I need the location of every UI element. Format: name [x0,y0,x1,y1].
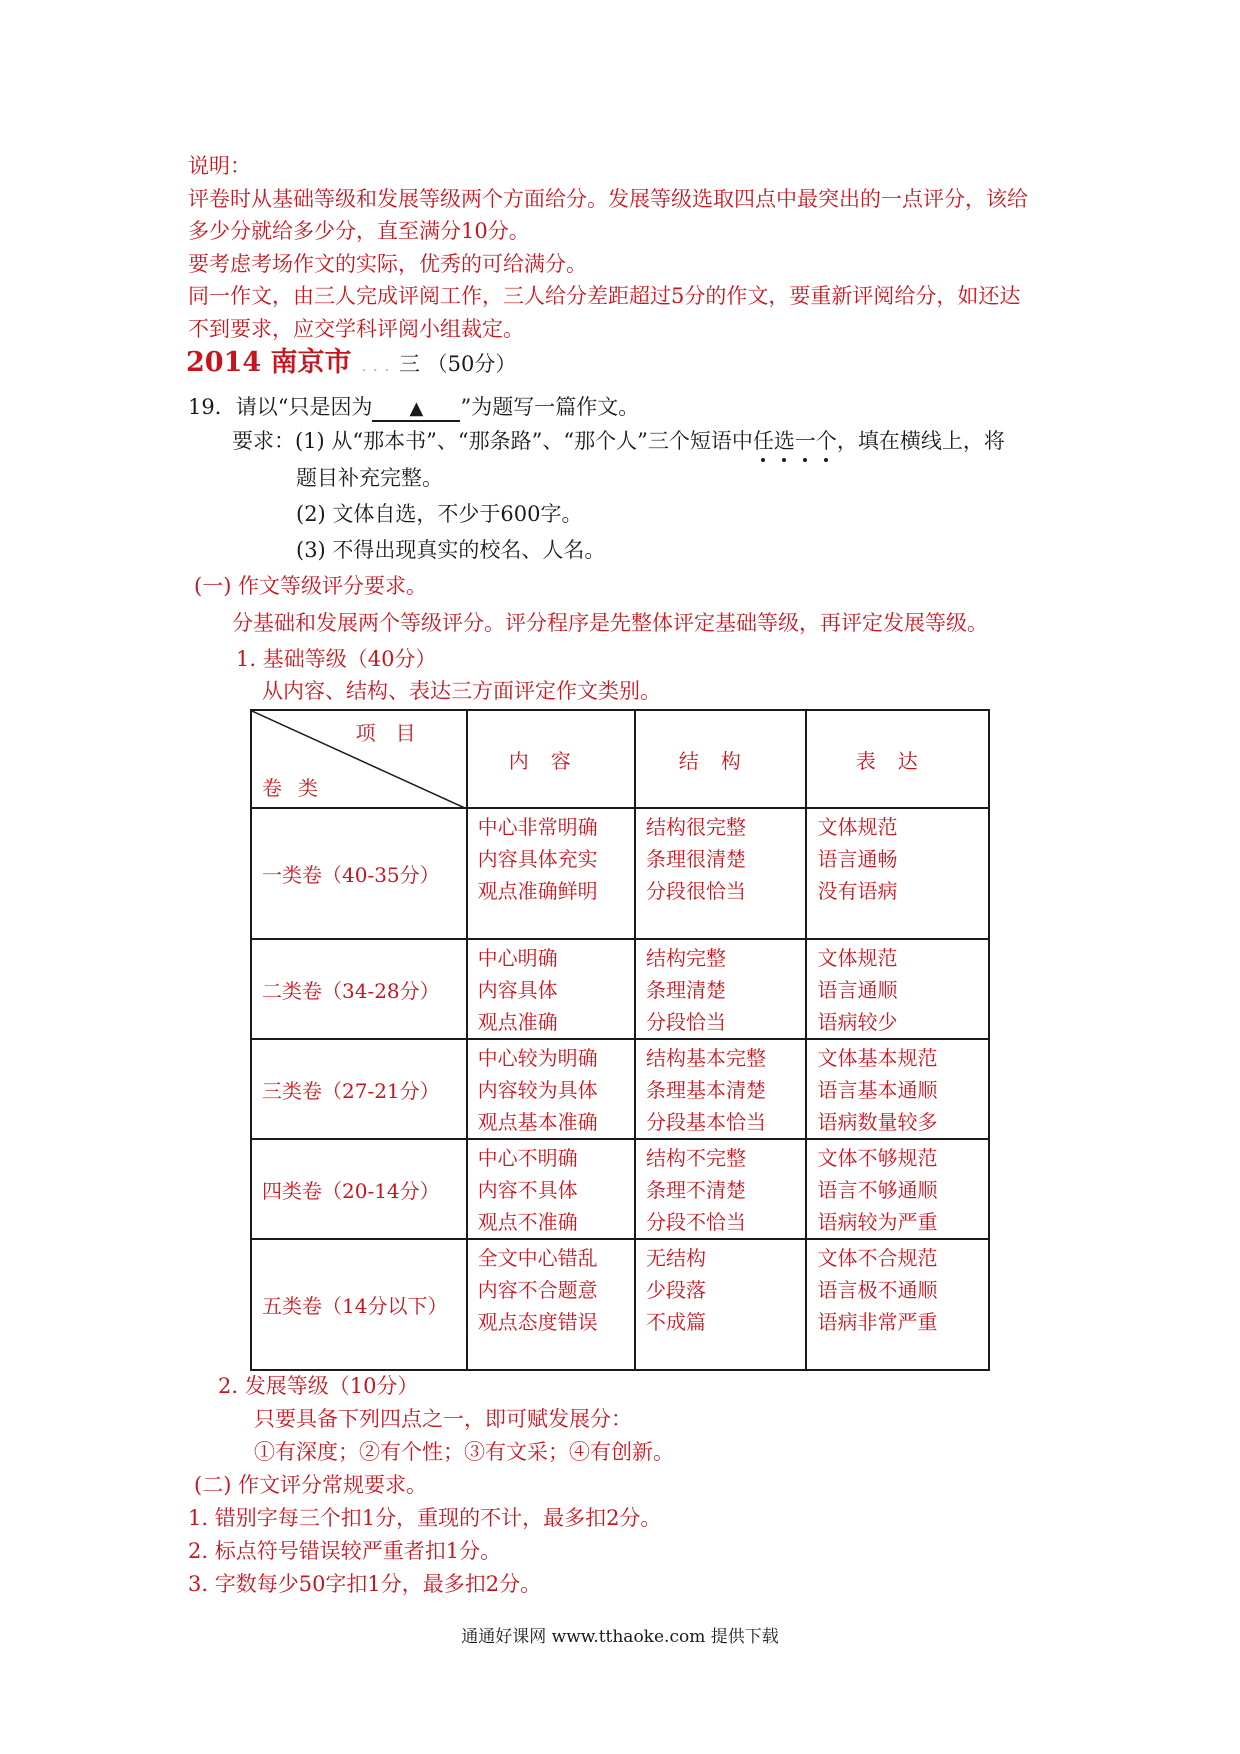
expression-cell: 文体不合规范 语言极不通顺 语病非常严重 [806,1239,989,1370]
header-category-label: 卷类 [262,776,334,800]
diagonal-header-cell [251,710,467,808]
part2-item-2: 2. 标点符号错误较严重者扣1分。 [188,1539,502,1563]
development-heading: 2. 发展等级（10分） [218,1374,419,1398]
category-cell: 四类卷（20-14分） [251,1139,467,1239]
emphasis-dotted-text [753,426,837,456]
structure-cell: 结构完整 条理清楚 分段恰当 [635,939,806,1039]
table-row [251,1039,989,1139]
table-row [251,1239,989,1370]
question-prompt [188,392,639,422]
basic-desc: 从内容、结构、表达三方面评定作文类别。 [262,679,661,703]
section-title-rest: 三 （50分） [398,352,517,376]
expression-cell: 文体规范 语言通顺 语病较少 [806,939,989,1039]
notes-line-1: 评卷时从基础等级和发展等级两个方面给分。发展等级选取四点中最突出的一点评分，该给 [188,187,1028,211]
basic-heading: 1. 基础等级（40分） [236,647,437,671]
part1-intro: 分基础和发展两个等级评分。评分程序是先整体评定基础等级，再评定发展等级。 [232,611,988,635]
grading-table [250,709,990,1371]
category-cell: 二类卷（34-28分） [251,939,467,1039]
table-row [251,939,989,1039]
category-cell: 一类卷（40-35分） [251,808,467,939]
content-cell: 中心非常明确 内容具体充实 观点准确鲜明 [467,808,635,939]
table-row [251,1139,989,1239]
category-cell: 三类卷（27-21分） [251,1039,467,1139]
title-blank [372,398,460,422]
table-row [251,808,989,939]
content-cell: 全文中心错乱 内容不合题意 观点态度错误 [467,1239,635,1370]
requirement-2: (2) 文体自选，不少于600字。 [296,502,583,526]
requirement-3: (3) 不得出现真实的校名、人名。 [296,538,606,562]
notes-line-4: 同一作文，由三人完成评阅工作，三人给分差距超过5分的作文，要重新评阅给分，如还达 [188,284,1021,308]
part2-heading: (二) 作文评分常规要求。 [194,1473,428,1497]
expression-cell: 文体基本规范 语言基本通顺 语病数量较多 [806,1039,989,1139]
content-cell: 中心较为明确 内容较为具体 观点基本准确 [467,1039,635,1139]
structure-cell: 结构不完整 条理不清楚 分段不恰当 [635,1139,806,1239]
req1-before: 要求：(1) 从“那本书”、“那条路”、“那个人”三个短语中 [232,429,753,453]
column-header-content: 内容 [467,710,635,808]
dotted-char: 一 [795,426,816,456]
column-header-expression: 表达 [806,710,989,808]
notes-heading: 说明： [188,154,251,178]
structure-cell: 无结构 少段落 不成篇 [635,1239,806,1370]
content-cell: 中心不明确 内容不具体 观点不准确 [467,1139,635,1239]
blank-mark: ▲ [409,398,424,419]
column-header-structure: 结构 [635,710,806,808]
prompt-after: ”为题写一篇作文。 [460,395,640,419]
expression-cell: 文体不够规范 语言不够通顺 语病较为严重 [806,1139,989,1239]
development-line-2: ①有深度；②有个性；③有文采；④有创新。 [254,1440,674,1464]
header-item-label: 项目 [355,721,436,745]
part2-item-1: 1. 错别字每三个扣1分，重现的不计，最多扣2分。 [188,1506,662,1530]
notes-line-5: 不到要求，应交学科评阅小组裁定。 [188,317,524,341]
section-title-dots: . . . [360,355,390,376]
category-cell: 五类卷（14分以下） [251,1239,467,1370]
part2-item-3: 3. 字数每少50字扣1分，最多扣2分。 [188,1572,542,1596]
section-title [186,348,516,381]
expression-cell: 文体规范 语言通畅 没有语病 [806,808,989,939]
requirement-1 [232,426,1005,456]
structure-cell: 结构很完整 条理很清楚 分段很恰当 [635,808,806,939]
notes-line-3: 要考虑考场作文的实际，优秀的可给满分。 [188,252,587,276]
dotted-char: 任 [753,426,774,456]
development-line-1: 只要具备下列四点之一，即可赋发展分： [254,1407,632,1431]
notes-line-2: 多少分就给多少分，直至满分10分。 [188,219,530,243]
requirement-1-cont: 题目补充完整。 [296,466,443,490]
table-header-row [251,710,989,808]
part1-heading: (一) 作文等级评分要求。 [194,574,428,598]
dotted-char: 个 [816,426,837,456]
req1-after: ，填在横线上，将 [836,429,1005,453]
prompt-before: 19．请以“只是因为 [188,395,373,419]
page-footer: 通通好课网 www.tthaoke.com 提供下载 [461,1627,779,1647]
section-title-red: 2014 南京市 [186,347,352,378]
dotted-char: 选 [774,426,795,456]
structure-cell: 结构基本完整 条理基本清楚 分段基本恰当 [635,1039,806,1139]
content-cell: 中心明确 内容具体 观点准确 [467,939,635,1039]
